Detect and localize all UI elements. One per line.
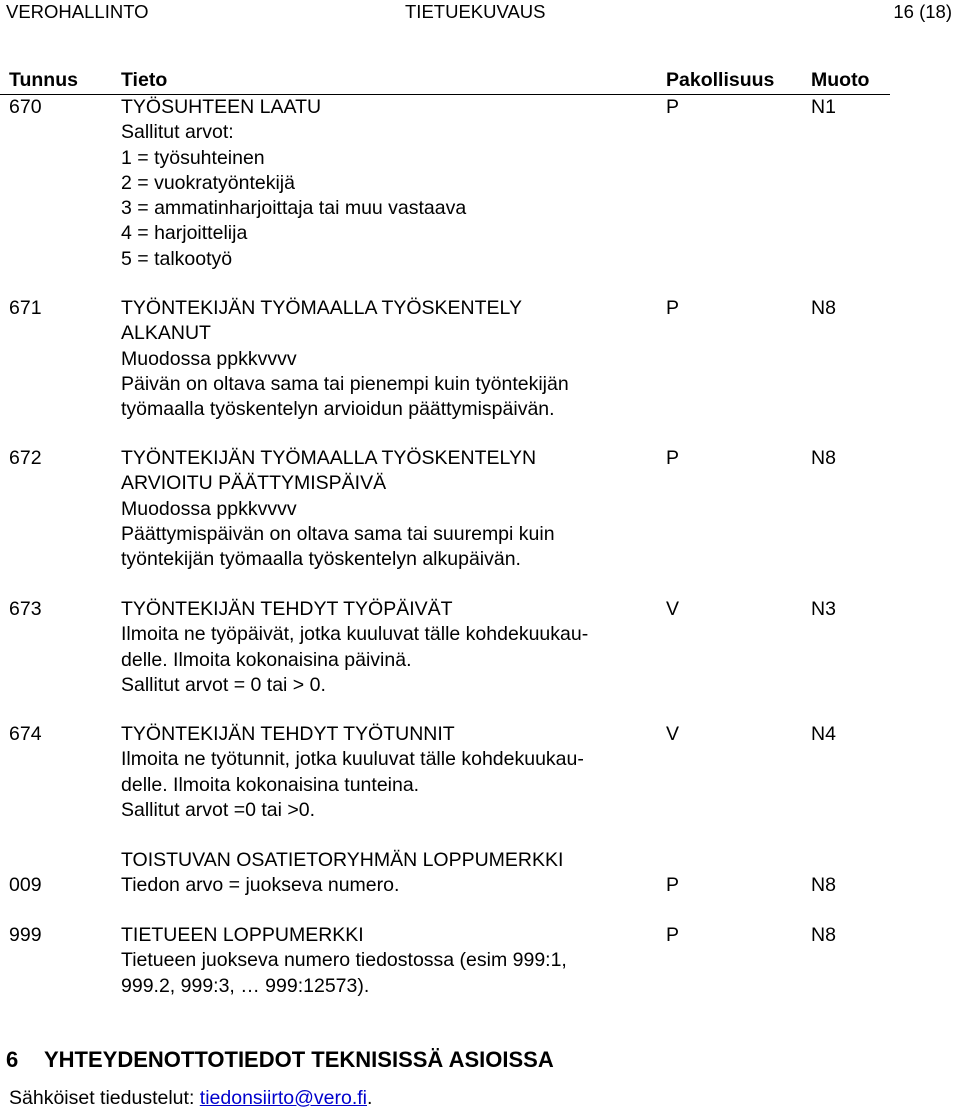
- row-pakollisuus: P: [666, 874, 680, 896]
- row-muoto: N3: [811, 598, 836, 620]
- row-description: [121, 95, 651, 272]
- row-description: [121, 597, 651, 698]
- row-line: Päättymispäivän on oltava sama tai suurempi kuin: [121, 522, 555, 545]
- row-line: Muodossa ppkkvvvv: [121, 497, 297, 520]
- section-heading: [6, 1046, 554, 1074]
- row-line: delle. Ilmoita kokonaisina tunteina.: [121, 773, 420, 796]
- section-title: YHTEYDENOTTOTIEDOT TEKNISISSÄ ASIOISSA: [44, 1047, 554, 1072]
- row-line: Tietueen juokseva numero tiedostossa (esim 999:1,: [121, 949, 567, 972]
- row-line: TYÖNTEKIJÄN TYÖMAALLA TYÖSKENTELYN: [121, 447, 537, 469]
- row-pakollisuus: V: [666, 598, 680, 620]
- column-muoto: Muoto: [811, 69, 870, 91]
- row-description: [121, 722, 651, 823]
- row-id: 999: [9, 924, 42, 946]
- row-muoto: N8: [811, 924, 836, 946]
- row-id: 009: [9, 874, 42, 896]
- row-line: Ilmoita ne työtunnit, jotka kuuluvat tälle kohdekuukau-: [121, 748, 584, 771]
- row-line: 1 = työsuhteinen: [121, 146, 265, 169]
- row-pakollisuus: V: [666, 723, 680, 745]
- row-line: TYÖNTEKIJÄN TEHDYT TYÖPÄIVÄT: [121, 598, 453, 620]
- contact-line: [9, 1086, 372, 1111]
- section-number: 6: [6, 1047, 19, 1072]
- contact-suffix: .: [367, 1087, 373, 1109]
- row-description: [121, 848, 681, 899]
- row-muoto: N8: [811, 297, 836, 319]
- row-id: 674: [9, 723, 42, 745]
- row-line: TIETUEEN LOPPUMERKKI: [121, 924, 364, 946]
- row-line: Sallitut arvot = 0 tai > 0.: [121, 673, 326, 696]
- row-line: työntekijän työmaalla työskentelyn alkupäivän.: [121, 548, 521, 571]
- row-line: Ilmoita ne työpäivät, jotka kuuluvat tälle kohdekuukau-: [121, 623, 589, 646]
- row-line: TYÖNTEKIJÄN TEHDYT TYÖTUNNIT: [121, 723, 455, 745]
- row-line: delle. Ilmoita kokonaisina päivinä.: [121, 648, 412, 671]
- page-header: [0, 0, 960, 26]
- row-id: 672: [9, 447, 42, 469]
- contact-email-link[interactable]: tiedonsiirto@vero.fi: [199, 1087, 367, 1109]
- row-line: 5 = talkootyö: [121, 247, 233, 270]
- column-tieto: Tieto: [121, 69, 168, 91]
- row-line: Sallitut arvot =0 tai >0.: [121, 798, 316, 821]
- row-line: Päivän on oltava sama tai pienempi kuin työntekijän: [121, 372, 569, 395]
- row-description: [121, 446, 651, 572]
- row-muoto: N8: [811, 447, 836, 469]
- row-line: TOISTUVAN OSATIETORYHMÄN LOPPUMERKKI: [121, 849, 564, 871]
- row-id: 671: [9, 297, 42, 319]
- row-line: ALKANUT: [121, 322, 211, 345]
- row-line: Muodossa ppkkvvvv: [121, 347, 297, 370]
- row-id: 670: [9, 96, 42, 118]
- row-line: 999.2, 999:3, … 999:12573).: [121, 974, 370, 997]
- row-line: ARVIOITU PÄÄTTYMISPÄIVÄ: [121, 472, 387, 495]
- row-line: työmaalla työskentelyn arvioidun päättymispäivän.: [121, 398, 555, 421]
- row-id: 673: [9, 598, 42, 620]
- row-line: 3 = ammatinharjoittaja tai muu vastaava: [121, 197, 467, 220]
- table-header: [0, 68, 890, 95]
- row-muoto: N1: [811, 96, 836, 118]
- row-pakollisuus: P: [666, 96, 680, 118]
- header-page-number: 16 (18): [893, 1, 952, 22]
- row-line: 2 = vuokratyöntekijä: [121, 171, 295, 194]
- row-muoto: N4: [811, 723, 836, 745]
- row-line: Sallitut arvot:: [121, 121, 234, 144]
- row-pakollisuus: P: [666, 924, 680, 946]
- row-line: TYÖNTEKIJÄN TYÖMAALLA TYÖSKENTELY: [121, 297, 522, 319]
- row-pakollisuus: P: [666, 447, 680, 469]
- row-line: TYÖSUHTEEN LAATU: [121, 96, 322, 118]
- row-line: Tiedon arvo = juokseva numero.: [121, 874, 400, 897]
- header-document-title: TIETUEKUVAUS: [405, 1, 546, 22]
- column-tunnus: Tunnus: [9, 69, 78, 91]
- row-muoto: N8: [811, 874, 836, 896]
- row-description: [121, 296, 651, 422]
- column-pakollisuus: Pakollisuus: [666, 69, 775, 91]
- row-line: 4 = harjoittelija: [121, 222, 248, 245]
- row-description: [121, 923, 651, 999]
- header-organization: VEROHALLINTO: [6, 1, 149, 22]
- contact-label: Sähköiset tiedustelut:: [9, 1087, 200, 1109]
- row-pakollisuus: P: [666, 297, 680, 319]
